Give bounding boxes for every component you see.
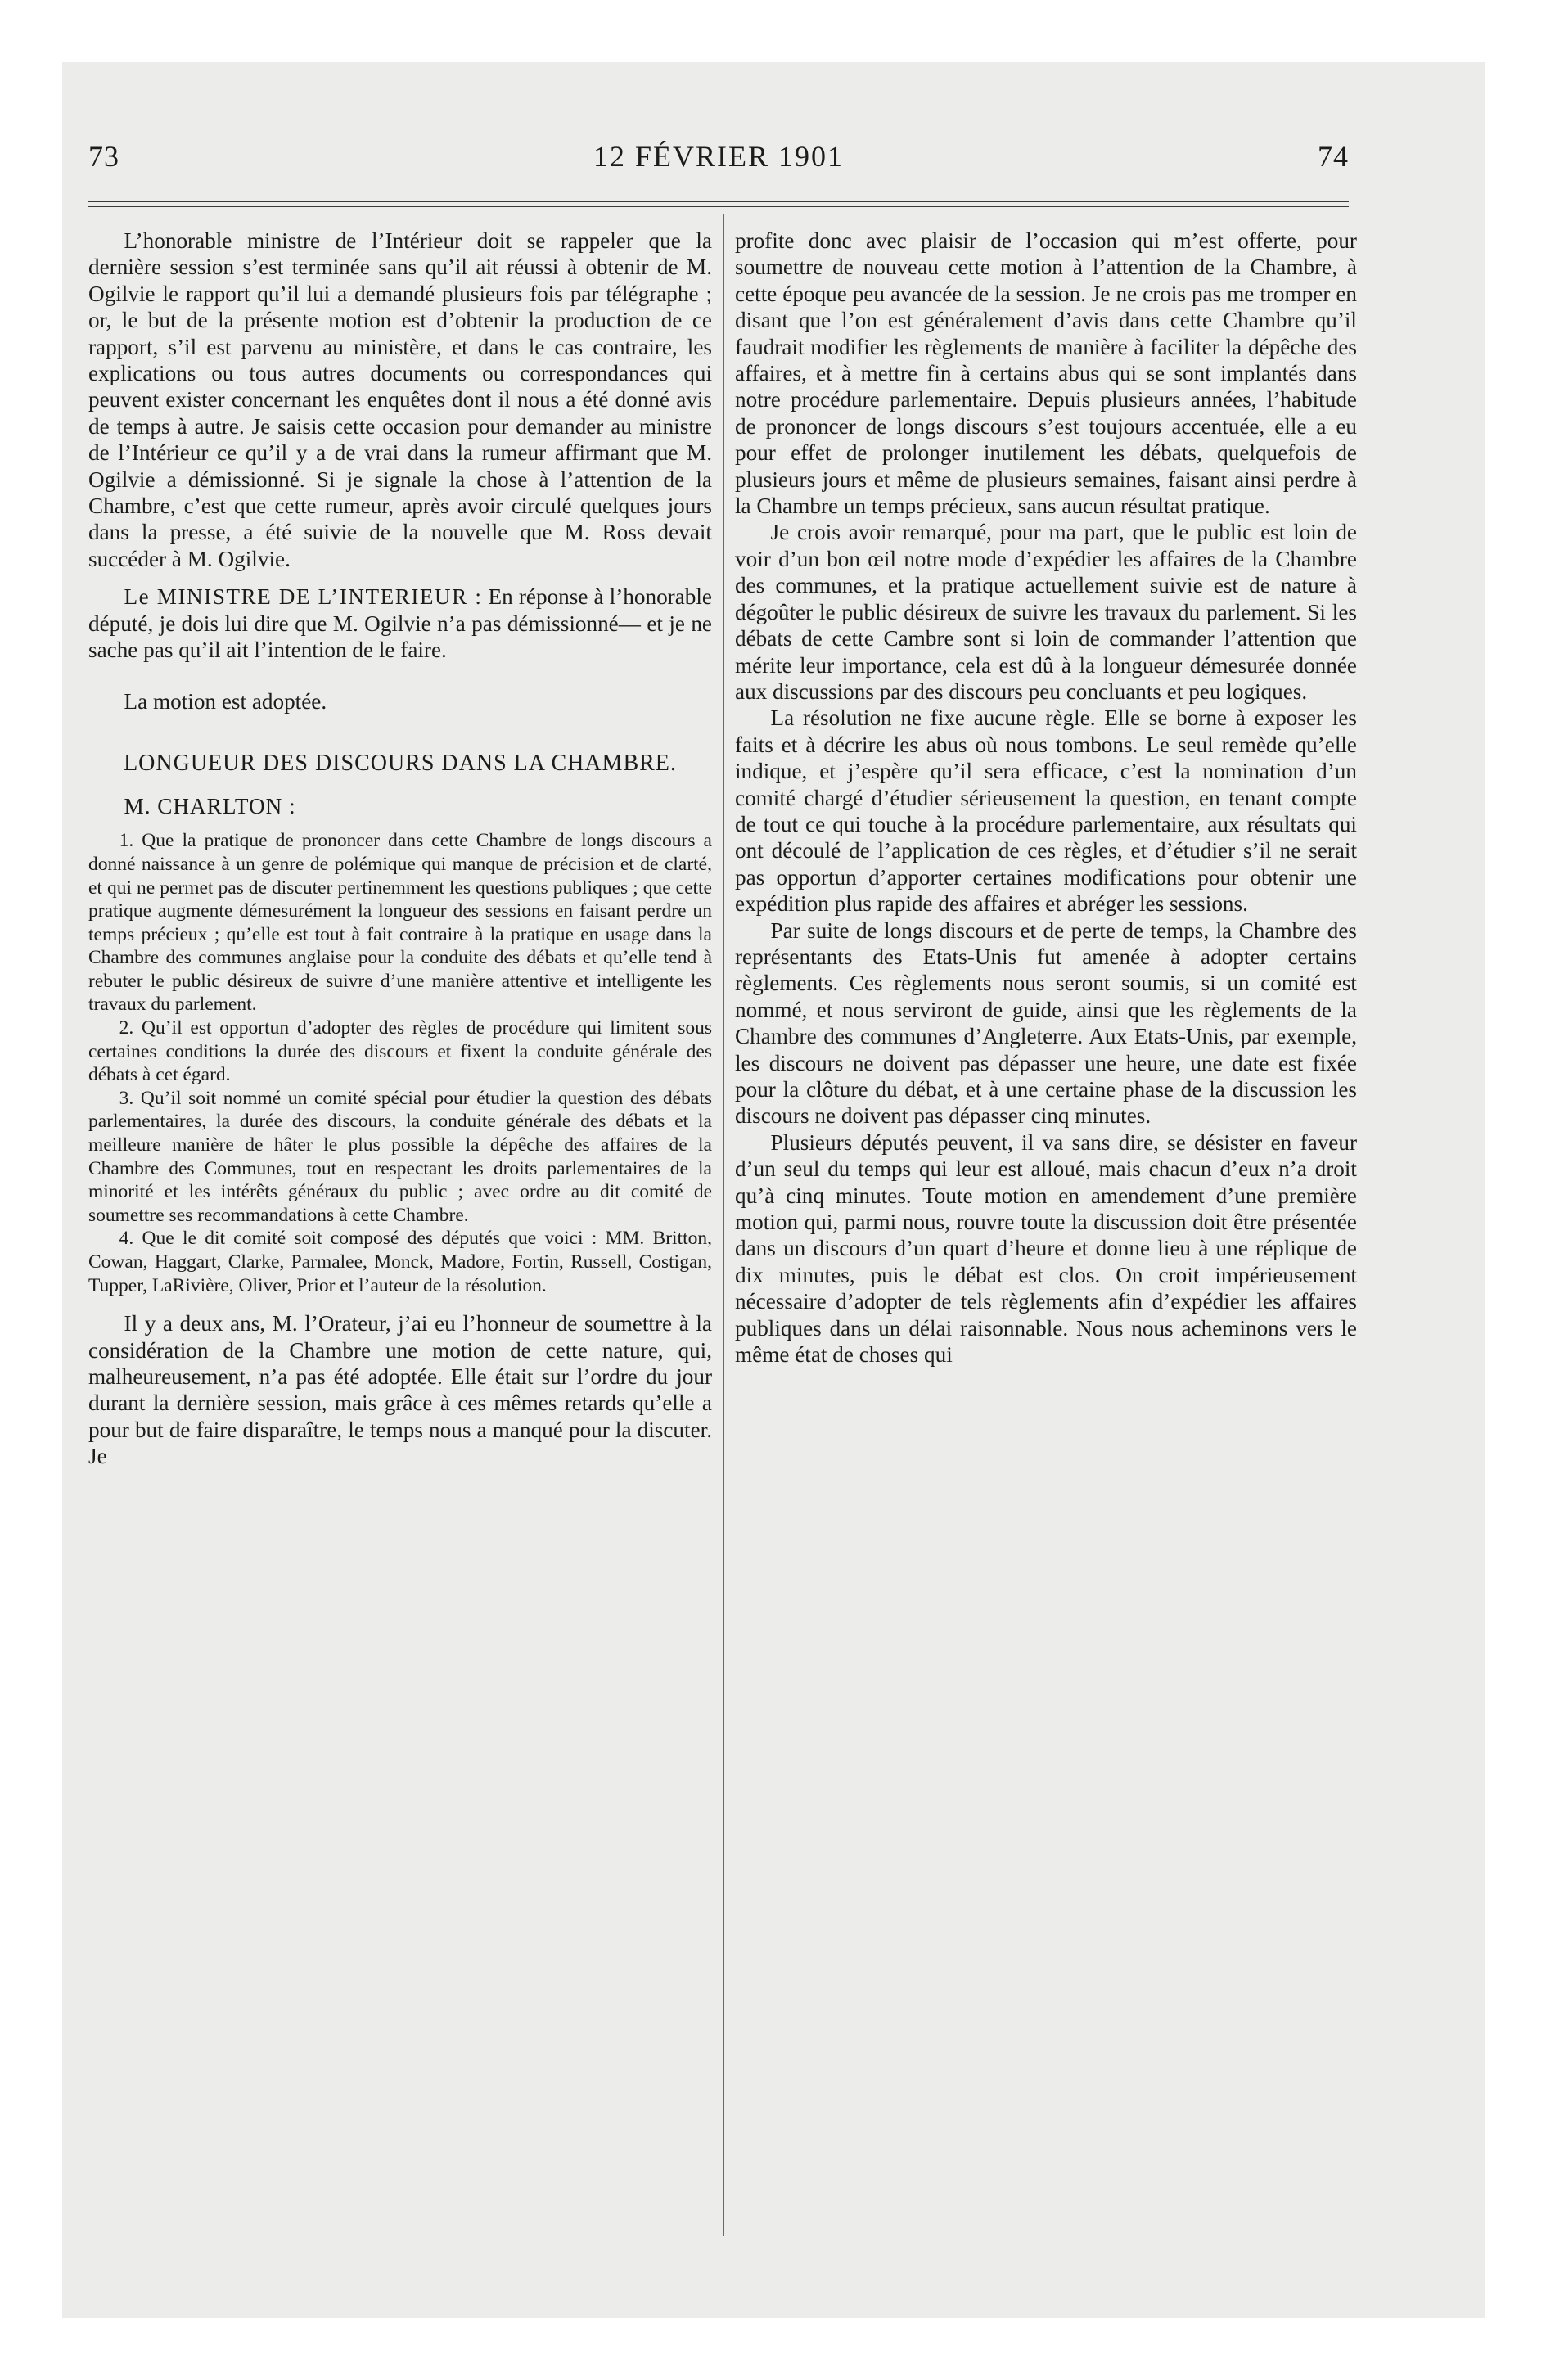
resolution-item-3: 3. Qu’il soit nommé un comité spécial pour étudier la question des débats parlementaires, la durée des discours, la conduite générale des débats et la meilleure manière de hâter le plus possible la dépêche des affaires de la Chambre des Communes, tout en respectant les droits parlementaires de la minorité et les intérêts généraux du public ; avec ordre au dit comité de soumettre ses recommandations à cette Chambre. bbox=[88, 1087, 712, 1226]
paragraph-public-view: Je crois avoir remarqué, pour ma part, que le public est loin de voir d’un bon œil notre mode d’expédier les affaires de la Chambre des communes, et la pratique actuellement suivie est de nature à dégoûter le public désireux de suivre les travaux du parlement. Si les débats de cette Cambre sont si loin de commander l’attention que mérite leur importance, cela est dû à la longueur démesurée donnée aux discussions par des discours peu concluants et peu logiques. bbox=[735, 520, 1357, 704]
column-divider bbox=[723, 214, 724, 2236]
page-header bbox=[88, 139, 1349, 188]
paragraph-continuation: profite donc avec plaisir de l’occasion qui m’est offerte, pour soumettre de nouveau cette motion à l’attention de la Chambre, à cette époque peu avancée de la session. Je ne crois pas me tromper en disant que l’on est généralement d’avis dans cette Chambre qu’il faudrait modifier les règlements de manière à faciliter la dépêche des affaires, et à mettre fin à certains abus qui se sont implantés dans notre procédure parlementaire. Depuis plusieurs années, l’habitude de prononcer de longs discours s’est toujours accentuée, elle a eu pour effet de prolonger inutilement les débats, quelquefois de plusieurs jours et même de plusieurs semaines, faisant ainsi perdre à la Chambre un temps précieux, sans aucun résultat pratique. bbox=[735, 228, 1357, 519]
resolution-list bbox=[88, 829, 712, 1297]
page-date: 12 FÉVRIER 1901 bbox=[593, 140, 844, 173]
paragraph-five-minutes: Plusieurs députés peuvent, il va sans dire, se désister en faveur d’un seul du temps qui leur est alloué, mais chacun d’eux n’a droit qu’à cinq minutes. Toute motion en amendement d’une première motion qui, parmi nous, rouvre toute la discussion doit être présentée dans un discours d’un quart d’heure et donne lieu à une réplique de dix minutes, puis le débat est clos. On croit impérieusement nécessaire d’adopter de tels règlements afin d’expédier les affaires publiques dans un délai raisonnable. Nous nous acheminons vers le même état de choses qui bbox=[735, 1129, 1357, 1368]
section-title: LONGUEUR DES DISCOURS DANS LA CHAMBRE. bbox=[124, 750, 677, 776]
right-column bbox=[735, 228, 1357, 2233]
paragraph-ogilvie-report: L’honorable ministre de l’Intérieur doit se rappeler que la dernière session s’est terminée sans qu’il ait réussi à obtenir de M. Ogilvie le rapport qu’il lui a demandé plusieurs fois par télégraphe ; or, le but de la présente motion est d’obtenir la production de ce rapport, s’il est parvenu au ministère, et dans le cas contraire, les explications ou tous autres documents ou correspondances qui peuvent exister concernant les enquêtes dont il nous a été donné avis de temps à autre. Je saisis cette occasion pour demander au ministre de l’Intérieur ce qu’il y a de vrai dans la rumeur affirmant que M. Ogilvie a démissionné. Si je signale la chose à l’attention de la Chambre, c’est que cette rumeur, après avoir circulé quelques jours dans la presse, a été suivie de la nouvelle que M. Ross devait succéder à M. Ogilvie. bbox=[88, 228, 712, 571]
paragraph-resolution-scope: La résolution ne fixe aucune règle. Elle se borne à exposer les faits et à décrire les abus où nous tombons. Le seul remède qu’elle indique, et j’espère qu’il sera efficace, c’est la nomination d’un comité chargé d’étudier sérieusement la question, en tenant compte de tout ce qui touche à la procédure parlementaire, aux résultats qui ont découlé de l’application de ces règles, et d’étudier s’il ne serait pas opportun d’apporter certaines modifications pour obtenir une expédition plus rapide des affaires et abréger les sessions. bbox=[735, 705, 1357, 917]
resolution-item-4: 4. Que le dit comité soit composé des députés que voici : MM. Britton, Cowan, Haggart, Clarke, Parmalee, Monck, Madore, Fortin, Russell, Costigan, Tupper, LaRivière, Oliver, Prior et l’auteur de la résolution. bbox=[88, 1228, 712, 1296]
paragraph-united-states: Par suite de longs discours et de perte de temps, la Chambre des représentants des Etats-Unis fut amenée à adopter certains règlements. Ces règlements nous seront soumis, si un comité est nommé, et nous serviront de guide, ainsi que les règlements de la Chambre des communes d’Angleterre. Aux Etats-Unis, par exemple, les discours ne doivent pas dépasser une heure, une date est fixée pour la clôture du débat, et à une certaine phase de la discussion les discours ne doivent pas dépasser cinq minutes. bbox=[735, 917, 1357, 1129]
speaker-minister: Le MINISTRE DE L’INTERIEUR : bbox=[124, 584, 483, 610]
minister-reply bbox=[88, 584, 712, 663]
resolution-item-2: 2. Qu’il est opportun d’adopter des règles de procédure qui limitent sous certaines conditions la durée des discours et fixent la conduite générale des débats à cet égard. bbox=[88, 1017, 712, 1086]
minister-reply-text: En réponse à l’honorable député, je dois lui dire que M. Ogilvie n’a pas démissionné— et je ne sache pas qu’il ait l’intention de le faire. bbox=[88, 584, 712, 663]
paragraph-two-years: Il y a deux ans, M. l’Orateur, j’ai eu l’honneur de soumettre à la considération de la Chambre une motion de cette nature, qui, malheureusement, n’a pas été adoptée. Elle était sur l’ordre du jour durant la dernière session, mais grâce à ces mêmes retards qu’elle a pour but de faire disparaître, le temps nous a manqué pour la discuter. Je bbox=[88, 1311, 712, 1469]
page-number-right: 74 bbox=[1318, 140, 1349, 173]
header-rule bbox=[88, 201, 1349, 207]
speaker-charlton: M. CHARLTON : bbox=[124, 793, 296, 818]
motion-adopted: La motion est adoptée. bbox=[124, 688, 327, 714]
resolution-item-1: 1. Que la pratique de prononcer dans cette Chambre de longs discours a donné naissance à un genre de polémique qui manque de précision et de clarté, et qui ne permet pas de discuter pertinemment les questions publiques ; que cette pratique augmente démesurément la longueur des sessions en faisant perdre un temps précieux ; qu’elle est tout à fait contraire à la pratique en usage dans la Chambre des communes anglaise pour la conduite des débats et qu’elle tend à rebuter le public désireux de suivre d’une manière attentive et intelligente les travaux du parlement. bbox=[88, 830, 712, 1016]
page-number-left: 73 bbox=[88, 140, 119, 173]
left-column bbox=[88, 228, 712, 2233]
